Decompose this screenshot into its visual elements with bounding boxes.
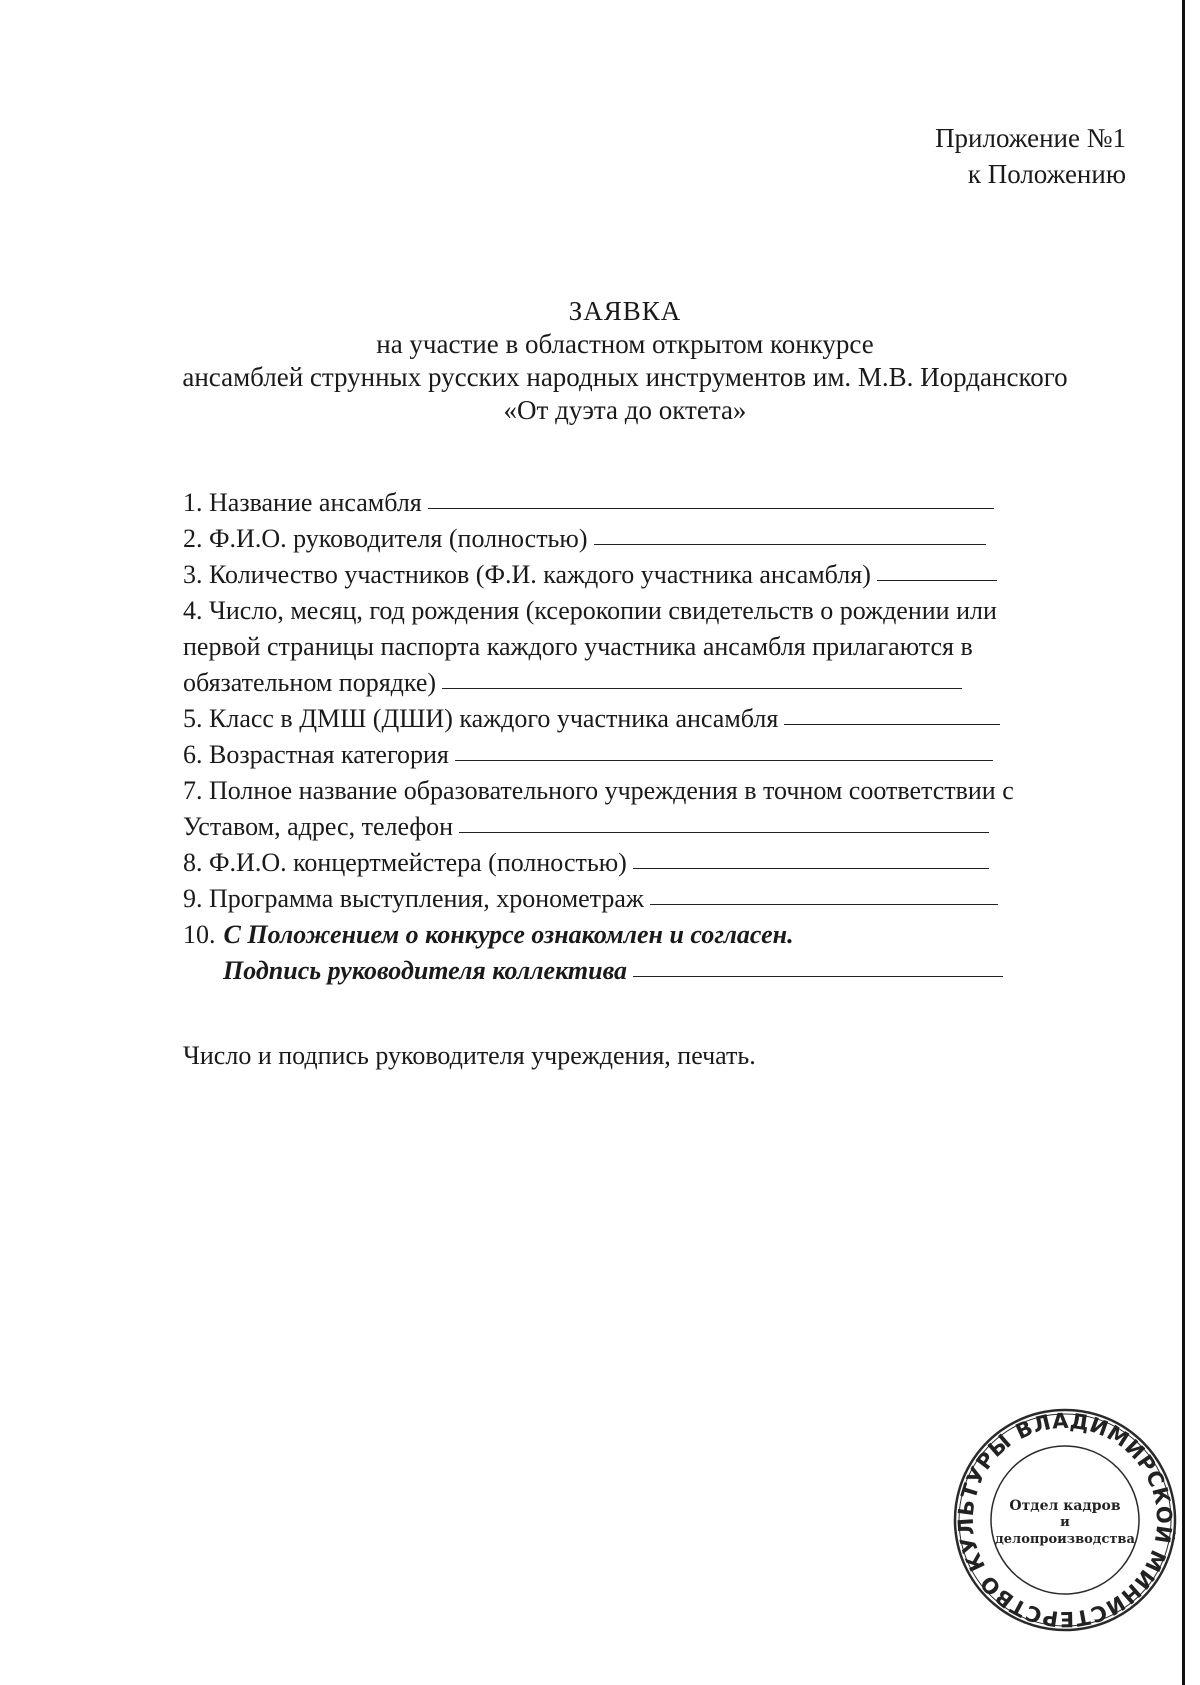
title-line-2: ансамблей струнных русских народных инструментов им. М.В. Иорданского — [182, 362, 1068, 392]
blank-line[interactable] — [442, 688, 962, 689]
footer-note: Число и подпись руководителя учреждения, печать. — [183, 1041, 756, 1070]
blank-line[interactable] — [784, 724, 1000, 725]
item-accompanist: 8. Ф.И.О. концертмейстера (полностью) — [183, 845, 1083, 881]
item-participants-count: 3. Количество участников (Ф.И. каждого участника ансамбля) — [183, 557, 1083, 593]
blank-line[interactable] — [650, 904, 998, 905]
item-director-name: 2. Ф.И.О. руководителя (полностью) — [183, 521, 1083, 557]
blank-line[interactable] — [877, 580, 997, 581]
department-stamp — [950, 1405, 1180, 1635]
signature-line[interactable] — [633, 976, 1003, 977]
document-title: ЗАЯВКА — [568, 296, 682, 326]
item-class: 5. Класс в ДМШ (ДШИ) каждого участника ансамбля — [183, 701, 1083, 737]
title-line-3: «От дуэта до октета» — [503, 395, 747, 425]
item-program: 9. Программа выступления, хронометраж — [183, 881, 1083, 917]
application-items — [183, 485, 1083, 989]
item-agreement: 10. С Положением о конкурсе ознакомлен и согласен. — [183, 917, 1083, 953]
item-signature: Подпись руководителя коллектива — [183, 953, 1083, 989]
stamp-center-line-1: Отдел кадров — [1009, 1498, 1121, 1514]
blank-line[interactable] — [633, 868, 989, 869]
page-edge-line — [1182, 0, 1185, 1685]
blank-line[interactable] — [594, 544, 986, 545]
stamp-center-line-2: и — [1060, 1515, 1070, 1530]
item-age-category: 6. Возрастная категория — [183, 737, 1083, 773]
title-line-1: на участие в областном открытом конкурсе — [376, 329, 874, 359]
appendix-reference: к Положению — [967, 159, 1126, 189]
blank-line[interactable] — [459, 832, 989, 833]
appendix-header — [935, 120, 1126, 192]
item-birth-date-cont: первой страницы паспорта каждого участника ансамбля прилагаются в — [183, 632, 973, 661]
item-birth-date-end: обязательном порядке) — [183, 665, 1083, 701]
item-number: 10. — [183, 920, 216, 949]
appendix-number: Приложение №1 — [935, 123, 1126, 153]
stamp-center-line-3: делопроизводства — [995, 1532, 1135, 1547]
item-institution: 7. Полное название образовательного учреждения в точном соответствии с — [183, 776, 1014, 805]
blank-line[interactable] — [428, 508, 994, 509]
title-block — [0, 295, 1200, 427]
stamp-ring-text: МИНИСТЕРСТВО КУЛЬТУРЫ ВЛАДИМИРСКОЙ — [953, 1408, 1177, 1632]
item-birth-date: 4. Число, месяц, год рождения (ксерокопии свидетельств о рождении или — [183, 596, 997, 625]
item-ensemble-name: 1. Название ансамбля — [183, 485, 1083, 521]
blank-line[interactable] — [455, 760, 993, 761]
item-institution-cont: Уставом, адрес, телефон — [183, 809, 1083, 845]
